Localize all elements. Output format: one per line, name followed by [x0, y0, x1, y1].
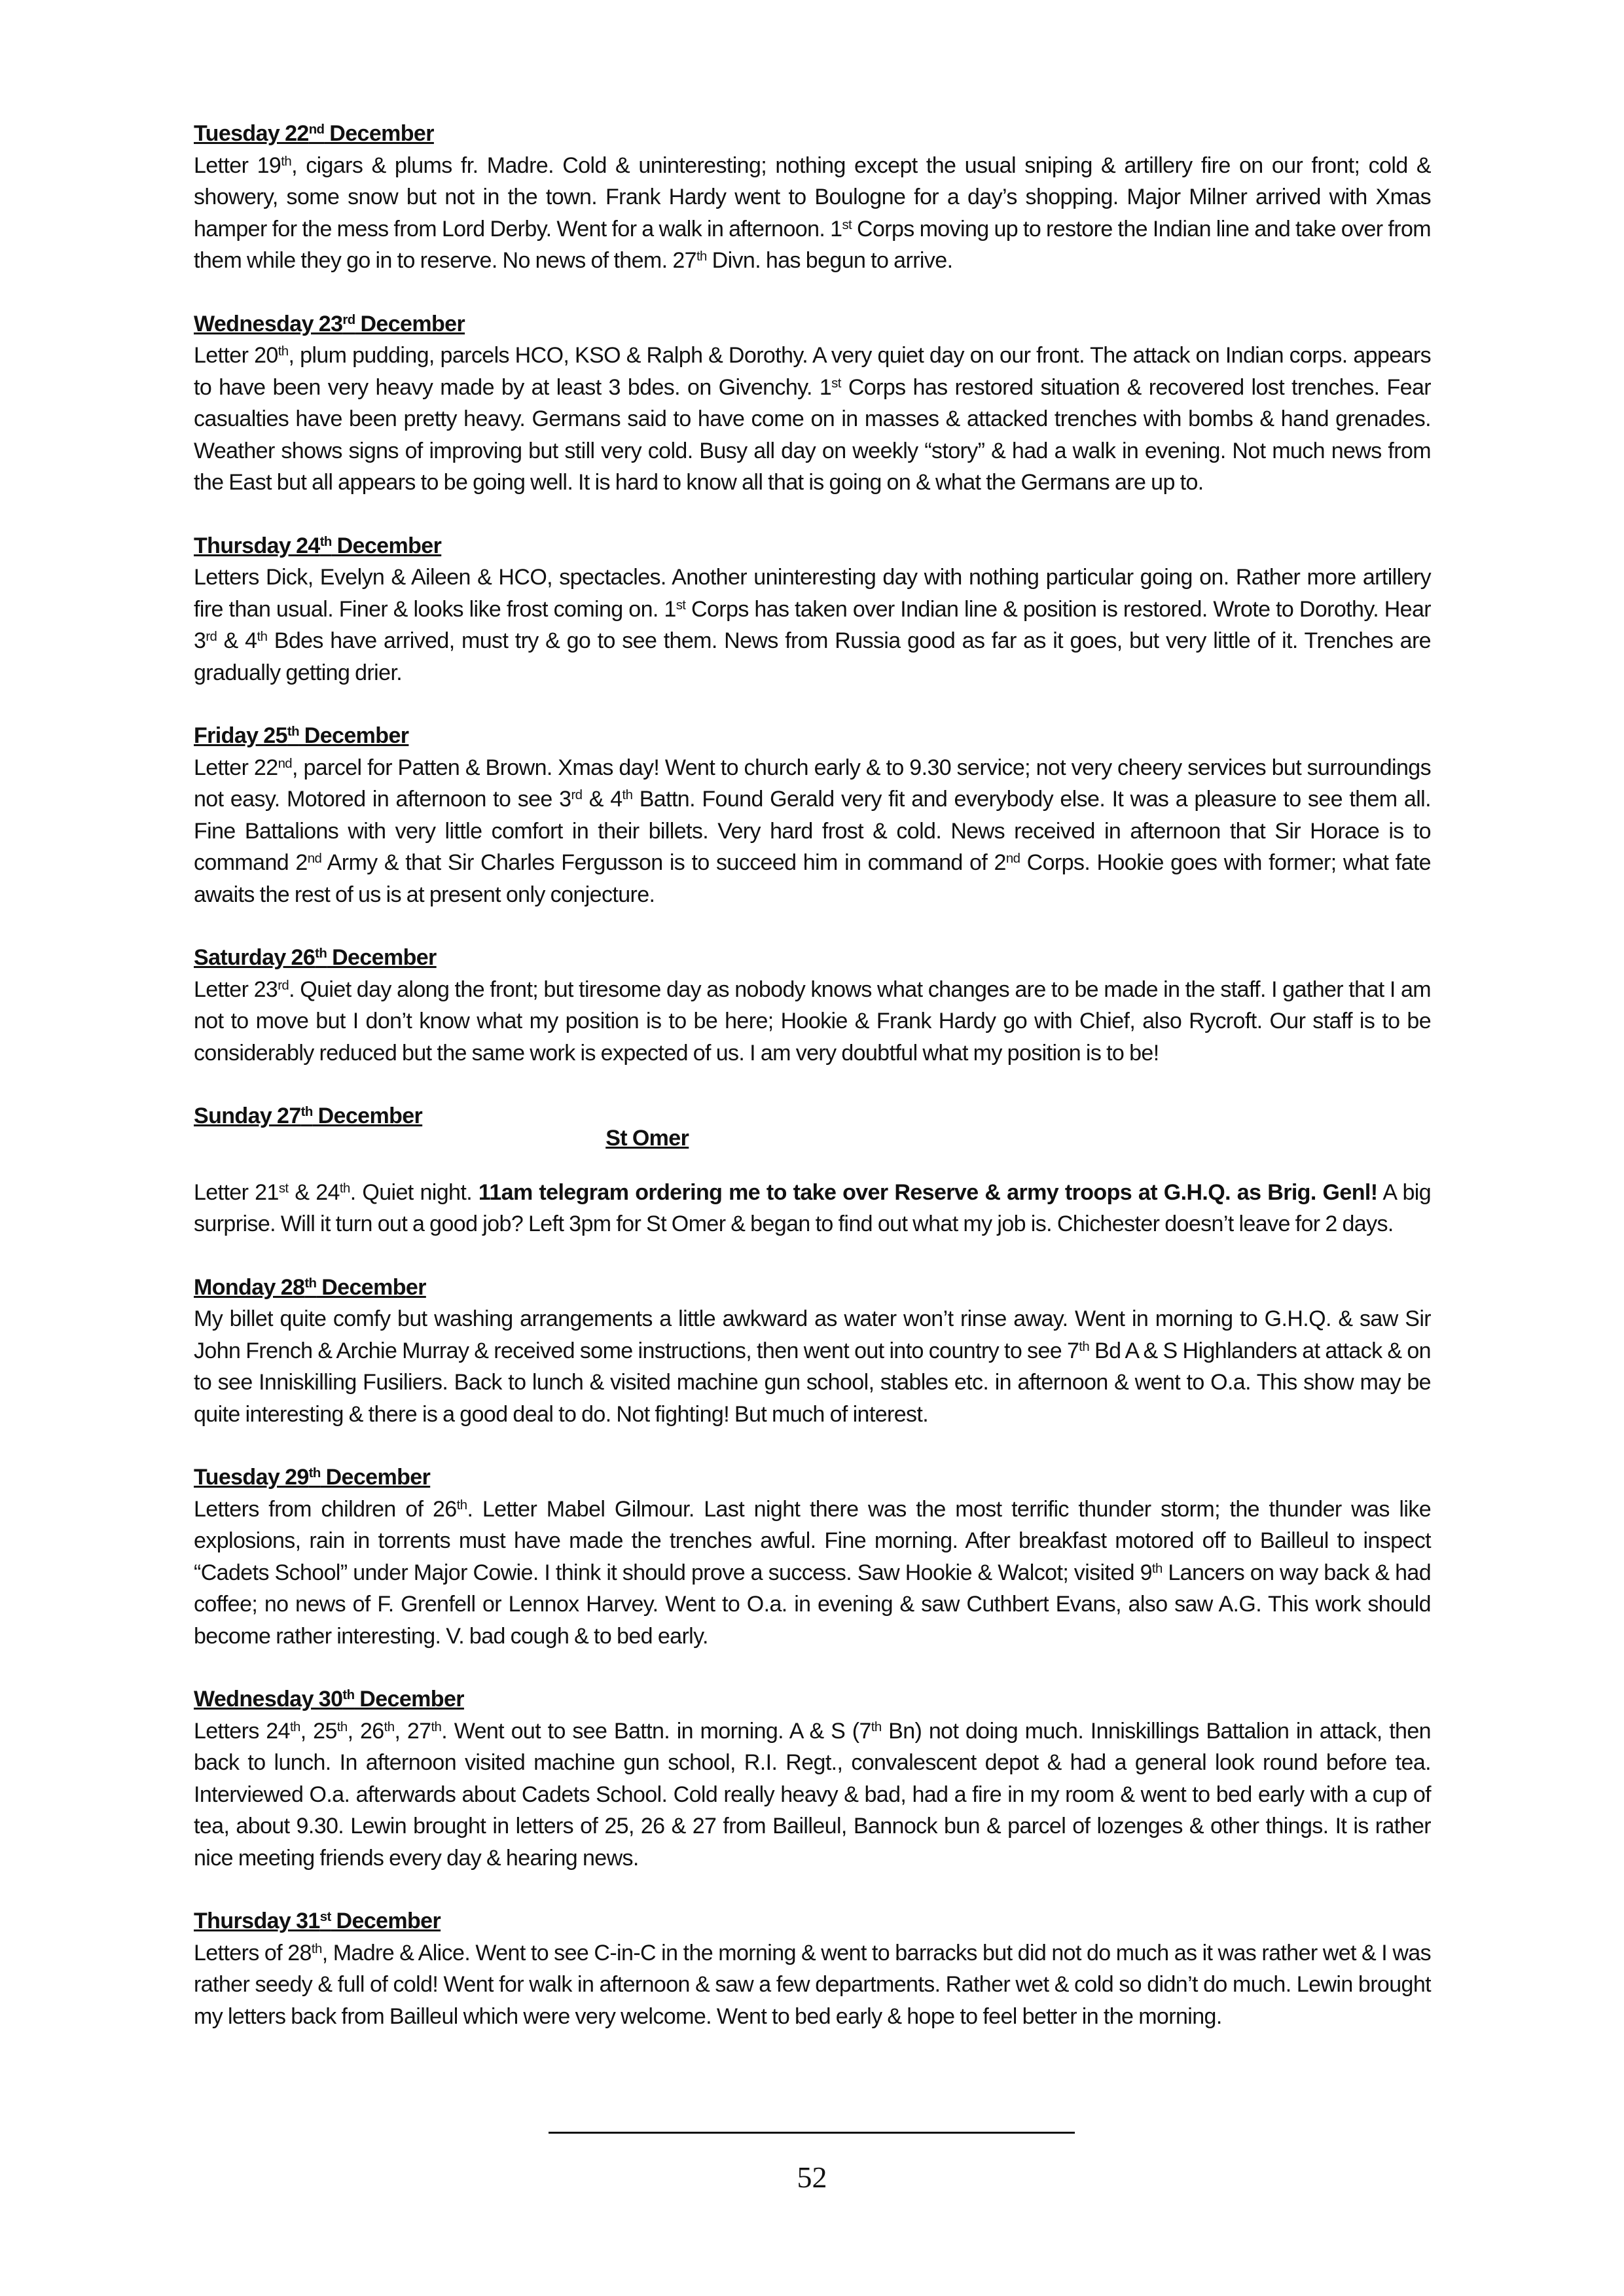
- entry-date: Tuesday 29th December: [194, 1465, 431, 1490]
- entry-text: Letter 23rd. Quiet day along the front; but tiresome day as nobody knows what changes are to be made in the staff. I gather that I am not to move but I don’t know what my position is to be here; Hookie & Frank Hardy go with Chief, also Rycroft. Our staff is to be considerably reduced but the same work is expected of us. I am very doubtful what my position is to be!: [194, 977, 1432, 1066]
- diary-entry-tuesday-29: [194, 1462, 1431, 1652]
- entry-heading-line: [194, 308, 1431, 340]
- entry-date: Thursday 24th December: [194, 533, 442, 558]
- entry-date: Saturday 26th December: [194, 945, 437, 970]
- entry-text: Letter 21st & 24th. Quiet night. 11am telegram ordering me to take over Reserve & army troops at G.H.Q. as Brig. Genl! A big surprise. Will it turn out a good job? Left 3pm for St Omer & began to find out what my job is. Chichester doesn’t leave for 2 days.: [194, 1179, 1432, 1236]
- entry-heading-line: [194, 1905, 1431, 1937]
- telegram-highlight: 11am telegram ordering me to take over Reserve & army troops at G.H.Q. as Brig. Genl!: [478, 1179, 1378, 1205]
- diary-entry-friday-25: [194, 720, 1431, 910]
- entry-date: Wednesday 30th December: [194, 1687, 464, 1712]
- entry-date: Tuesday 22nd December: [194, 121, 434, 146]
- entry-date: Friday 25th December: [194, 723, 409, 748]
- entry-text: Letters from children of 26th. Letter Mabel Gilmour. Last night there was the most terrific thunder storm; the thunder was like explosions, rain in torrents must have made the trenches awful. Fine morning. After breakfast motored off to Bailleul to inspect “Cadets School” under Major Cowie. I think it should prove a success. Saw Hookie & Walcot; visited 9th Lancers on way back & had coffee; no news of F. Grenfell or Lennox Harvey. Went to O.a. in evening & saw Cuthbert Evans, also saw A.G. This work should become rather interesting. V. bad cough & to bed early.: [194, 1496, 1432, 1649]
- entry-text: Letters Dick, Evelyn & Aileen & HCO, spectacles. Another uninteresting day with nothing particular going on. Rather more artillery fire than usual. Finer & looks like frost coming on. 1st Corps has taken over Indian line & position is restored. Wrote to Dorothy. Hear 3rd & 4th Bdes have arrived, must try & go to see them. News from Russia good as far as it goes, but very little of it. Trenches are gradually getting drier.: [194, 565, 1431, 685]
- diary-entry-thursday-24: [194, 530, 1431, 689]
- entry-date: Wednesday 23rd December: [194, 311, 465, 336]
- entry-text: Letter 20th, plum pudding, parcels HCO, KSO & Ralph & Dorothy. A very quiet day on our front. The attack on Indian corps. appears to have been very heavy made by at least 3 bdes. on Givenchy. 1st Corps has restored situation & recovered lost trenches. Fear casualties have been pretty heavy. Germans said to have come on in masses & attacked trenches with bombs & hand grenades. Weather shows signs of improving but still very cold. Busy all day on weekly “story” & had a walk in evening. Not much news from the East but all appears to be going well. It is hard to know all that is going on & what the Germans are up to.: [194, 343, 1431, 495]
- entry-text: Letters 24th, 25th, 26th, 27th. Went out to see Battn. in morning. A & S (7th Bn) not doing much. Inniskillings Battalion in attack, then back to lunch. In afternoon visited machine gun school, R.I. Regt., convalescent depot & had a general look round before tea. Interviewed O.a. afterwards about Cadets School. Cold really heavy & bad, had a fire in my room & went to bed early with a cup of tea, about 9.30. Lewin brought in letters of 25, 26 & 27 from Bailleul, Bannock bun & parcel of lozenges & other things. It is rather nice meeting friends every day & hearing news.: [194, 1718, 1431, 1871]
- footer-divider: [549, 2132, 1075, 2134]
- diary-entry-wednesday-30: [194, 1683, 1431, 1874]
- diary-entry-monday-28: [194, 1272, 1431, 1431]
- entry-heading-line: [194, 1683, 1431, 1715]
- entry-text: Letter 22nd, parcel for Patten & Brown. Xmas day! Went to church early & to 9.30 service; not very cheery services but surroundings not easy. Motored in afternoon to see 3rd & 4th Battn. Found Gerald very fit and everybody else. It was a pleasure to see them all. Fine Battalions with very little comfort in their billets. Very hard frost & cold. News received in afternoon that Sir Horace is to command 2nd Army & that Sir Charles Fergusson is to succeed him in command of 2nd Corps. Hookie goes with former; what fate awaits the rest of us is at present only conjecture.: [194, 755, 1432, 907]
- entry-heading-line: [194, 942, 1431, 974]
- entry-text: Letters of 28th, Madre & Alice. Went to see C-in-C in the morning & went to barracks but did not do much as it was rather wet & I was rather seedy & full of cold! Went for walk in afternoon & saw a few departments. Rather wet & cold so didn’t do much. Lewin brought my letters back from Bailleul which were very welcome. Went to bed early & hope to feel better in the morning.: [194, 1940, 1431, 2029]
- diary-body: [194, 118, 1431, 2064]
- entry-heading-line: [194, 1100, 1431, 1177]
- diary-entry-sunday-27: [194, 1100, 1431, 1240]
- diary-entry-thursday-31: [194, 1905, 1431, 2032]
- entry-location: St Omer: [605, 1126, 689, 1151]
- entry-heading-line: [194, 720, 1431, 752]
- diary-entry-wednesday-23: [194, 308, 1431, 499]
- entry-text: My billet quite comfy but washing arrangements a little awkward as water won’t rinse away. Went in morning to G.H.Q. & saw Sir John French & Archie Murray & received some instructions, then went out into country to see 7th Bd A & S Highlanders at attack & on to see Inniskilling Fusiliers. Back to lunch & visited machine gun school, stables etc. in afternoon & went to O.a. This show may be quite interesting & there is a good deal to do. Not fighting! But much of interest.: [194, 1306, 1431, 1427]
- entry-date: Monday 28th December: [194, 1274, 426, 1300]
- entry-heading-line: [194, 1462, 1431, 1494]
- diary-entry-tuesday-22: [194, 118, 1431, 277]
- entry-heading-line: [194, 1272, 1431, 1304]
- entry-text: Letter 19th, cigars & plums fr. Madre. Cold & uninteresting; nothing except the usual sniping & artillery fire on our front; cold & showery, some snow but not in the town. Frank Hardy went to Boulogne for a day’s shopping. Major Milner arrived with Xmas hamper for the mess from Lord Derby. Went for a walk in afternoon. 1st Corps moving up to restore the Indian line and take over from them while they go in to reserve. No news of them. 27th Divn. has begun to arrive.: [194, 152, 1431, 273]
- entry-date: Sunday 27th December: [194, 1103, 423, 1128]
- diary-entry-saturday-26: [194, 942, 1431, 1069]
- entry-heading-line: [194, 530, 1431, 562]
- entry-date: Thursday 31st December: [194, 1909, 441, 1933]
- entry-heading-line: [194, 118, 1431, 150]
- page-number: 52: [797, 2161, 827, 2194]
